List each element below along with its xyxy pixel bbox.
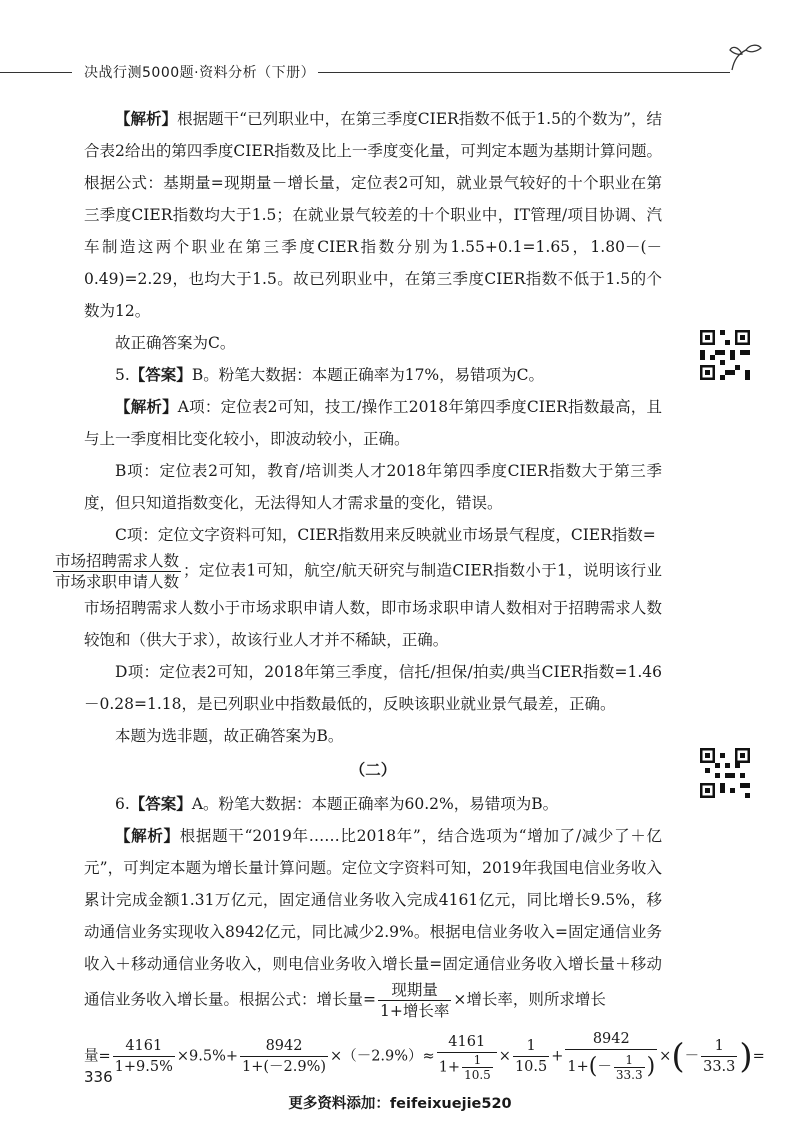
- section-heading: （二）: [349, 760, 397, 779]
- paragraph: 【解析】A项：定位表2可知，技工/操作工2018年第四季度CIER指数最高，且与上一季度相比变化较小，即波动较小，正确。: [84, 397, 662, 448]
- qr-code-icon[interactable]: [700, 748, 750, 798]
- fraction: $\frac{\text{市场招聘需求人数}}{\text{市场求职申请人数}}$: [55, 552, 180, 591]
- paragraph: 【解析】根据题干“2019年……比2018年”，结合选项为“增加了/减少了＋亿元”，可判定本题为增长量计算问题。定位文字资料可知，2019年我国电信业务收入累计完成金额1.31万亿元，固定通信业务收入完成4161亿元，同比增长9.5%，移动通信业务实现收入8942亿元，同比减少2.9%。根据电信业务收入=固定通信业务收入＋移动通信业务收入，则电信业务收入增长量=固定通信业务收入增长量＋移动通信业务收入增长量。根据公式：增长量= $\frac{\text{现期量}}{\text{1+增长率}}$ ×增长率，则所求增长: [84, 826, 662, 1020]
- label-analysis: 【解析】: [115, 826, 180, 845]
- label-analysis: 【解析】: [115, 397, 178, 416]
- fraction: $\frac{1}{10.5}$: [464, 1052, 491, 1082]
- fraction: $\frac{1}{10.5}$: [514, 1038, 548, 1075]
- answer-6: 6.【答案】A。粉笔大数据：本题正确率为60.2%，易错项为B。: [115, 794, 559, 813]
- fraction: 8942 1+(－ $\frac{1}{33.3}$ ): [567, 1031, 656, 1082]
- fraction: $\frac{8942}{1+(-2.9\%)}$: [242, 1038, 327, 1075]
- paragraph: B项：定位表2可知，教育/培训类人才2018年第四季度CIER指数大于第三季度，但只知道指数变化，无法得知人才需求量的变化，错误。: [84, 462, 662, 512]
- header-rule-left: [0, 72, 72, 73]
- fraction: $\frac{1}{33.3}$: [615, 1052, 643, 1082]
- page-body: [55, 103, 765, 1084]
- header-rule-right: [318, 72, 730, 73]
- leaf-icon: [728, 42, 764, 76]
- paragraph: C项：定位文字资料可知，CIER指数用来反映就业市场景气程度，CIER指数= $\frac{\text{市场招聘需求人数}}{\text{市场求职申请人数}}$ ；定位表1可知，航空/航天研究与制造CIER指数小于1，说明该行业市场招聘需求人数小于市场求职申请人数，即市场求职申请人数相对于招聘需求人数较饱和（供大于求），故该行业人才并不稀缺，正确。: [55, 526, 662, 649]
- label-answer: 【答案】: [129, 365, 192, 384]
- page-number: 336: [84, 1068, 113, 1086]
- label-answer: 【答案】: [129, 794, 192, 813]
- paragraph: 本题为选非题，故正确答案为B。: [115, 727, 344, 745]
- answer-5: 5.【答案】B。粉笔大数据：本题正确率为17%，易错项为C。: [115, 365, 545, 384]
- paragraph: 故正确答案为C。: [115, 334, 236, 352]
- formula: 量= $\frac{4161}{1+9.5\%}$ ×9.5%+ $\frac{8942}{1+(-2.9\%)}$ ×（－2.9%）≈ 4161 1+ $\frac{1}{10.5}$ × $\frac{1}{10.5}$ + 8942 1+(－ $\frac{1}{33.3}$ ) ×(－ $\frac{1}{33.3}$ )=: [84, 1029, 662, 1084]
- footer-note: 更多资料添加：feifeixuejie520: [288, 1096, 512, 1112]
- running-header: [0, 56, 800, 90]
- fraction: 4161 1+ $\frac{1}{10.5}$: [437, 1032, 497, 1082]
- fraction: $\frac{4161}{1+9.5\%}$: [114, 1038, 173, 1075]
- book-title: 决战行测5000题·资料分析（下册）: [84, 65, 316, 81]
- label-analysis: 【解析】: [115, 109, 178, 128]
- qr-code-icon[interactable]: [700, 330, 750, 380]
- paragraph: D项：定位表2可知，2018年第三季度，信托/担保/拍卖/典当CIER指数=1.46－0.28=1.18，是已列职业中指数最低的，反映该职业就业景气最差，正确。: [84, 663, 662, 713]
- fraction: $\frac{\text{现期量}}{\text{1+增长率}}$: [380, 981, 450, 1020]
- fraction: $\frac{1}{33.3}$: [703, 1038, 736, 1075]
- paragraph: 【解析】根据题干“已列职业中，在第三季度CIER指数不低于1.5的个数为”，结合表2给出的第四季度CIER指数及比上一季度变化量，可判定本题为基期计算问题。根据公式：基期量=现期量－增长量，定位表2可知，就业景气较好的十个职业在第三季度CIER指数均大于1.5；在就业景气较差的十个职业中，IT管理/项目协调、汽车制造这两个职业在第三季度CIER指数分别为1.55+0.1=1.65，1.80－(－0.49)=2.29，也均大于1.5。故已列职业中，在第三季度CIER指数不低于1.5的个数为12。: [84, 109, 662, 320]
